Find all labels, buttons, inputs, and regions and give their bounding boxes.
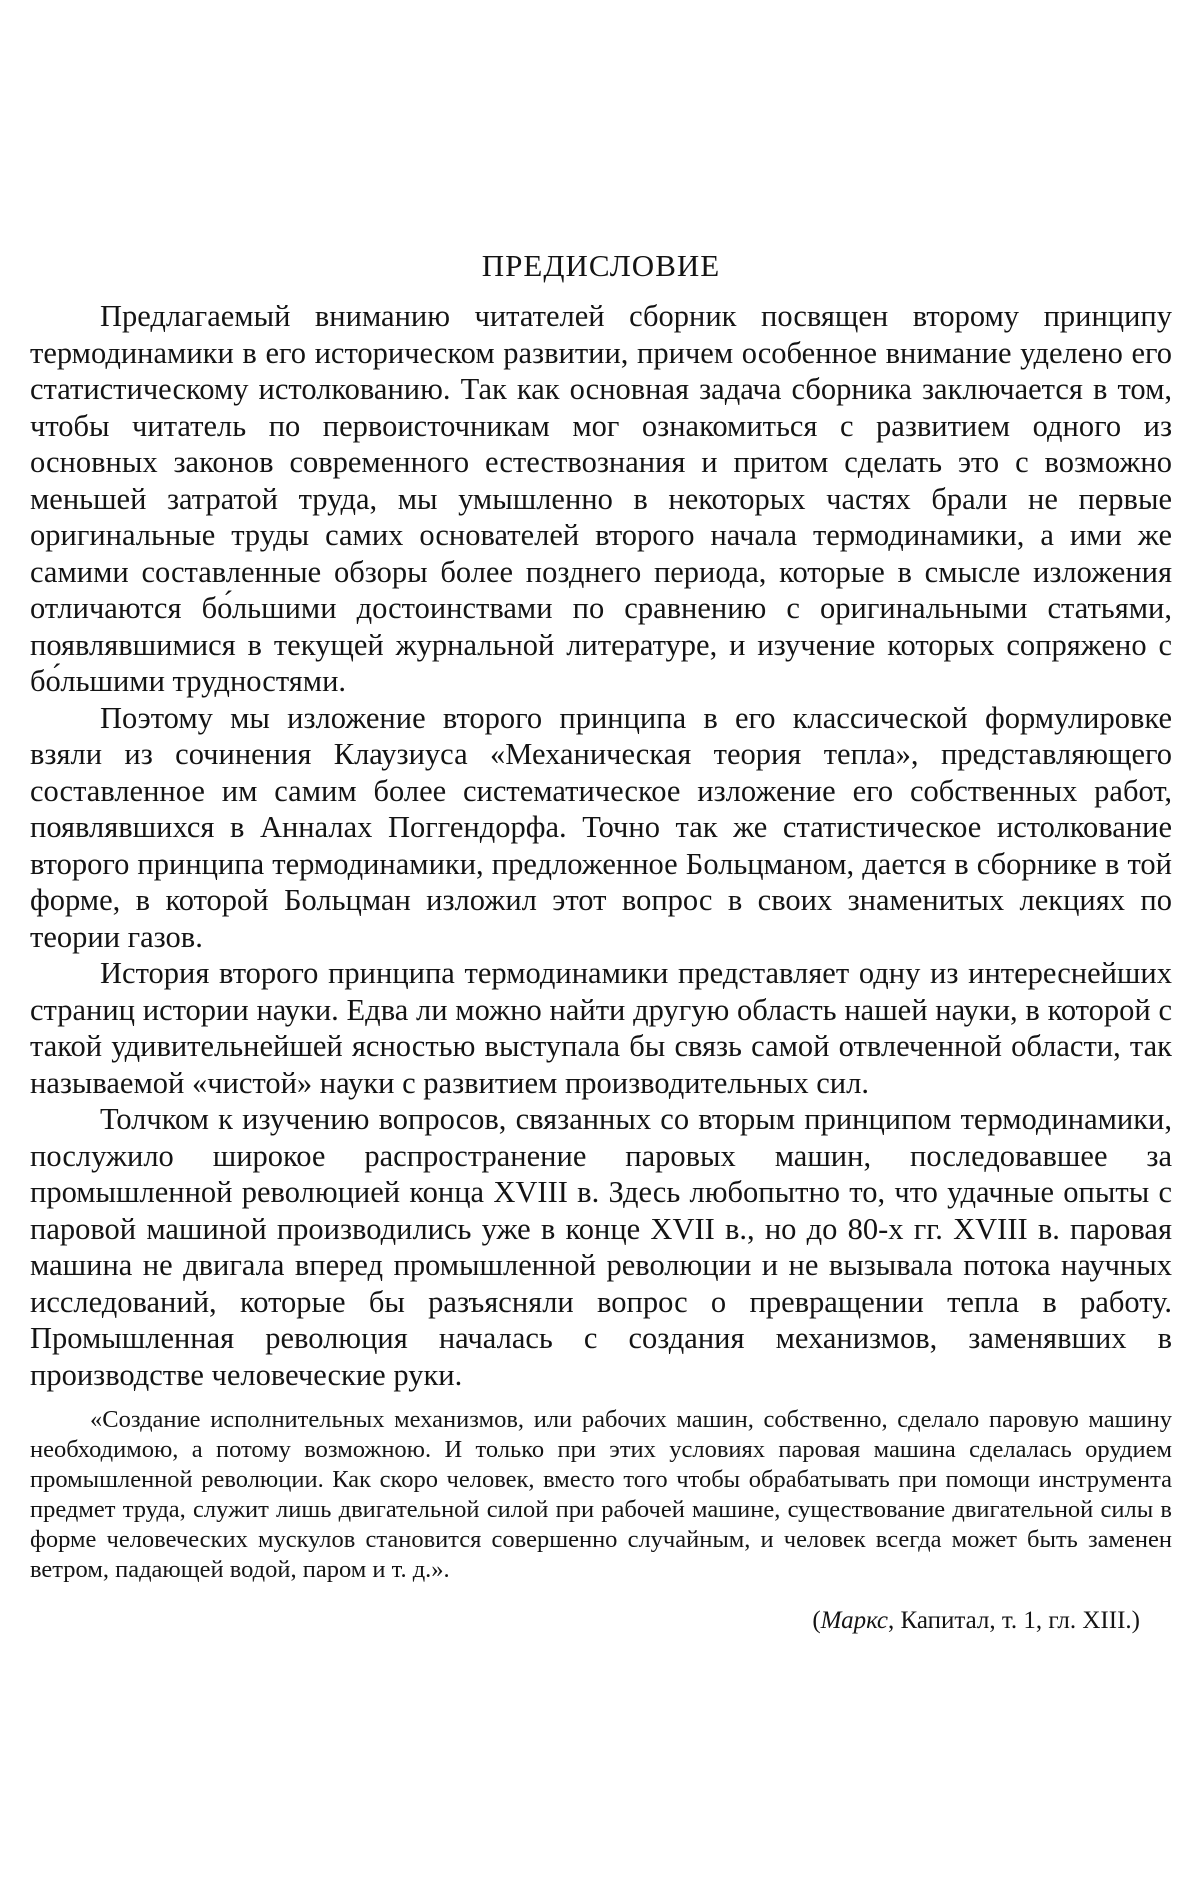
document-page: [30, 248, 1172, 1635]
paragraph-4: Толчком к изучению вопросов, связанных со вторым принципом термодинамики, послужило широкое распространение паровых машин, последовавшее за промышленной революцией конца XVIII в. Здесь любопытно то, что удачные опыты с паровой машиной производились уже в конце XVII в., но до 80-х гг. XVIII в. паровая машина не двигала вперед промышленной революции и не вызывала потока научных исследований, которые бы разъясняли вопрос о превращении тепла в работу. Промышленная революция началась с создания механизмов, заменявших в производстве человеческие руки.: [30, 1102, 1172, 1392]
marx-quote: «Создание исполнительных механизмов, или рабочих машин, собственно, сделало паровую машину необходимою, а потому возможною. И только при этих условиях паровая машина сделалась орудием промышленной революции. Как скоро человек, вместо того чтобы обрабатывать при помощи инструмента предмет труда, служит лишь двигательной силой при рабочей машине, существование двигательной силы в форме человеческих мускулов становится совершенно случайным, и человек всегда может быть заменен ветром, падающей водой, паром и т. д.».: [30, 1406, 1172, 1583]
paragraph-2: Поэтому мы изложение второго принципа в его классической формулировке взяли из сочинения Клаузиуса «Механическая теория тепла», представляющего составленное им самим более систематическое изложение его собственных работ, появлявшихся в Анналах Поггендорфа. Точно так же статистическое истолкование второго принципа термодинамики, предложенное Больцманом, дается в сборнике в той форме, в которой Больцман изложил этот вопрос в своих знаменитых лекциях по теории газов.: [30, 700, 1172, 954]
quote-source: [30, 1607, 1140, 1635]
paragraph-1: Предлагаемый вниманию читателей сборник посвящен второму принципу термодинамики в его историческом развитии, причем особенное внимание уделено его статистическому истолкованию. Так как основная задача сборника заключается в том, чтобы читатель по первоисточникам мог ознакомиться с развитием одного из основных законов современного естествознания и притом сделать это с возможно меньшей затратой труда, мы умышленно в некоторых частях брали не первые оригинальные труды самих основателей второго начала термодинамики, а ими же самими составленные обзоры более позднего периода, которые в смысле изложения отличаются бо́льшими достоинствами по сравнению с оригинальными статьями, появлявшимися в текущей журнальной литературе, и изучение которых сопряжено с бо́льшими трудностями.: [30, 299, 1172, 698]
paragraph-3: История второго принципа термодинамики представляет одну из интереснейших страниц истории науки. Едва ли можно найти другую область нашей науки, в которой с такой удивительнейшей ясностью выступала бы связь самой отвлеченной области, так называемой «чистой» науки с развитием производительных сил.: [30, 956, 1172, 1100]
page-title: ПРЕДИСЛОВИЕ: [481, 248, 721, 283]
source-open-paren: (: [812, 1607, 821, 1634]
source-citation: , Капитал, т. 1, гл. XIII.): [887, 1607, 1140, 1634]
source-author: Маркс: [820, 1607, 888, 1634]
